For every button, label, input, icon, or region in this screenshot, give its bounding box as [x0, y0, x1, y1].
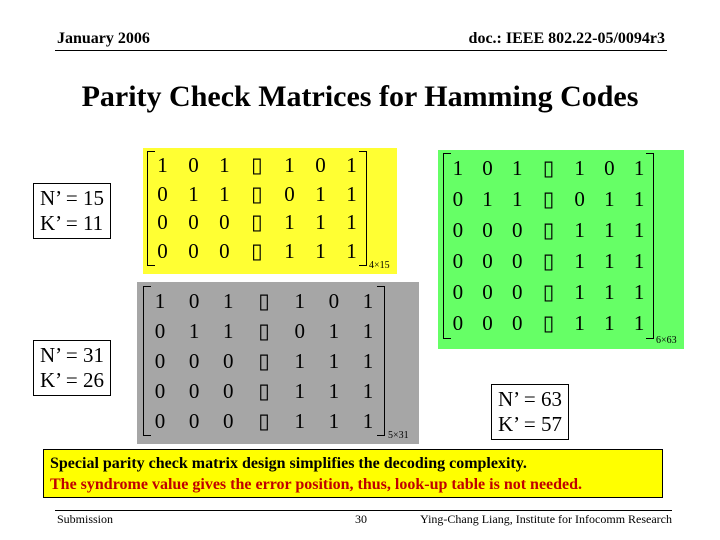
matrix-cell: 0: [222, 408, 234, 433]
slide-title: Parity Check Matrices for Hamming Codes: [81, 80, 639, 113]
matrix-cell: 0: [157, 239, 168, 264]
matrix-cell: 1: [633, 249, 645, 273]
matrix-cell: ▯: [258, 408, 270, 433]
matrix-cell: 0: [482, 249, 493, 273]
matrix-cell: 0: [574, 187, 585, 211]
matrix-cell: 0: [284, 181, 295, 206]
matrix-cell: 1: [188, 181, 199, 206]
matrix-cell: ▯: [251, 210, 263, 235]
matrix-cell: 0: [482, 280, 493, 304]
matrix-cell: 0: [188, 239, 199, 264]
n-value: N’ = 31: [40, 343, 104, 367]
matrix-cell: 1: [346, 210, 357, 235]
matrix-cell: 0: [154, 318, 166, 343]
matrix-cell: 0: [188, 348, 200, 373]
matrix-cell: 1: [604, 187, 615, 211]
matrix-cell: ▯: [251, 152, 263, 177]
matrix-cell: 0: [294, 318, 306, 343]
matrix-cell: 0: [154, 378, 166, 403]
matrix-cell: 0: [452, 280, 464, 304]
matrix-cell: 1: [294, 408, 306, 433]
matrix-cell: 0: [604, 156, 615, 180]
matrix-cell: ▯: [542, 249, 555, 273]
note-line-1: Special parity check matrix design simplifies the decoding complexity.: [50, 455, 527, 472]
matrix-size-label: 4×15: [369, 260, 390, 271]
k-value: K’ = 57: [498, 412, 562, 436]
matrix-row: [443, 308, 654, 339]
matrix-size-label: 5×31: [388, 430, 409, 441]
matrix-6x63: [438, 150, 684, 349]
footer-submission: Submission: [57, 512, 114, 526]
matrix-5x31-body: [143, 286, 385, 436]
matrix-row: [147, 209, 367, 238]
matrix-cell: ▯: [251, 239, 263, 264]
matrix-cell: ▯: [251, 181, 263, 206]
matrix-cell: 1: [512, 156, 523, 180]
matrix-cell: 1: [633, 280, 645, 304]
matrix-row: [443, 153, 654, 184]
matrix-cell: 0: [188, 288, 200, 313]
matrix-cell: 1: [574, 280, 585, 304]
matrix-cell: 1: [284, 152, 295, 177]
matrix-cell: 0: [482, 311, 493, 335]
matrix-cell: 1: [294, 288, 306, 313]
matrix-row: [443, 184, 654, 215]
matrix-row: [147, 237, 367, 266]
k-value: K’ = 11: [40, 211, 104, 235]
matrix-6x63-body: [443, 153, 654, 339]
header-rule: [55, 50, 667, 51]
matrix-cell: 1: [574, 218, 585, 242]
matrix-size-label: 6×63: [656, 335, 677, 346]
matrix-cell: 0: [157, 181, 168, 206]
matrix-cell: 1: [346, 152, 357, 177]
matrix-cell: 0: [482, 218, 493, 242]
matrix-cell: 0: [328, 288, 340, 313]
matrix-cell: 1: [512, 187, 523, 211]
matrix-cell: 1: [362, 318, 374, 343]
code-params-31-26: [33, 340, 111, 396]
matrix-cell: 0: [512, 249, 523, 273]
matrix-cell: 0: [512, 311, 523, 335]
matrix-cell: 1: [219, 152, 230, 177]
matrix-cell: ▯: [542, 187, 555, 211]
code-params-63-57: [491, 384, 569, 440]
matrix-cell: ▯: [258, 318, 270, 343]
matrix-cell: 1: [633, 218, 645, 242]
matrix-cell: 0: [482, 156, 493, 180]
matrix-row: [143, 346, 385, 376]
matrix-cell: 1: [188, 318, 200, 343]
matrix-cell: 1: [222, 318, 234, 343]
matrix-cell: 1: [604, 249, 615, 273]
matrix-cell: 1: [574, 311, 585, 335]
matrix-4x15: [143, 148, 397, 274]
matrix-5x31: [137, 282, 419, 444]
matrix-cell: 1: [346, 181, 357, 206]
matrix-cell: 0: [188, 152, 199, 177]
matrix-cell: 0: [219, 239, 230, 264]
matrix-cell: 1: [328, 318, 340, 343]
matrix-cell: 1: [284, 239, 295, 264]
matrix-cell: 1: [346, 239, 357, 264]
matrix-cell: 1: [315, 239, 326, 264]
matrix-row: [147, 151, 367, 180]
matrix-cell: ▯: [258, 378, 270, 403]
matrix-cell: 1: [219, 181, 230, 206]
note-line-2: The syndrome value gives the error position, thus, look-up table is not needed.: [50, 476, 583, 493]
matrix-row: [443, 246, 654, 277]
matrix-cell: 1: [328, 408, 340, 433]
matrix-cell: 1: [633, 187, 645, 211]
matrix-6x63-grid: [443, 153, 654, 339]
matrix-4x15-body: [147, 151, 367, 266]
matrix-cell: 0: [452, 187, 464, 211]
matrix-cell: 1: [294, 348, 306, 373]
matrix-cell: 1: [284, 210, 295, 235]
matrix-cell: 1: [328, 378, 340, 403]
matrix-cell: ▯: [542, 280, 555, 304]
matrix-row: [143, 406, 385, 436]
matrix-cell: 0: [512, 280, 523, 304]
matrix-cell: 0: [222, 378, 234, 403]
matrix-cell: 0: [188, 378, 200, 403]
matrix-5x31-grid: [143, 286, 385, 436]
footer-page-number: 30: [355, 512, 367, 526]
matrix-cell: ▯: [542, 311, 555, 335]
code-params-15-11: [33, 183, 111, 239]
matrix-cell: 1: [315, 210, 326, 235]
matrix-cell: 0: [188, 210, 199, 235]
matrix-cell: 0: [154, 408, 166, 433]
matrix-cell: 1: [328, 348, 340, 373]
matrix-row: [143, 286, 385, 316]
matrix-cell: 0: [219, 210, 230, 235]
matrix-cell: ▯: [258, 288, 270, 313]
matrix-cell: 1: [315, 181, 326, 206]
matrix-cell: 0: [222, 348, 234, 373]
matrix-cell: 1: [362, 288, 374, 313]
matrix-cell: 0: [452, 218, 464, 242]
matrix-cell: 1: [157, 152, 168, 177]
matrix-4x15-grid: [147, 151, 367, 266]
matrix-cell: 1: [294, 378, 306, 403]
matrix-cell: 1: [604, 280, 615, 304]
matrix-cell: 0: [512, 218, 523, 242]
matrix-cell: 1: [482, 187, 493, 211]
matrix-cell: 1: [154, 288, 166, 313]
matrix-cell: 1: [452, 156, 464, 180]
matrix-row: [443, 215, 654, 246]
matrix-row: [143, 316, 385, 346]
matrix-cell: 1: [604, 311, 615, 335]
matrix-row: [443, 277, 654, 308]
matrix-cell: 1: [633, 156, 645, 180]
header-date: January 2006: [57, 30, 150, 47]
matrix-cell: 1: [604, 218, 615, 242]
matrix-cell: 1: [362, 408, 374, 433]
matrix-cell: 1: [574, 249, 585, 273]
matrix-cell: 1: [574, 156, 585, 180]
k-value: K’ = 26: [40, 368, 104, 392]
matrix-cell: ▯: [542, 218, 555, 242]
matrix-cell: 0: [452, 311, 464, 335]
matrix-cell: 1: [362, 348, 374, 373]
header-doc-id: doc.: IEEE 802.22-05/0094r3: [468, 30, 665, 47]
matrix-cell: 0: [315, 152, 326, 177]
matrix-cell: 0: [154, 348, 166, 373]
matrix-cell: 1: [362, 378, 374, 403]
matrix-cell: 1: [222, 288, 234, 313]
matrix-row: [147, 180, 367, 209]
matrix-cell: 1: [633, 311, 645, 335]
n-value: N’ = 63: [498, 387, 562, 411]
matrix-cell: 0: [452, 249, 464, 273]
footer-author: Ying-Chang Liang, Institute for Infocomm Research: [420, 512, 672, 526]
matrix-cell: 0: [188, 408, 200, 433]
matrix-cell: 0: [157, 210, 168, 235]
matrix-row: [143, 376, 385, 406]
matrix-cell: ▯: [258, 348, 270, 373]
n-value: N’ = 15: [40, 186, 104, 210]
note-box: [43, 449, 663, 498]
footer-rule: [55, 510, 672, 511]
matrix-cell: ▯: [542, 156, 555, 180]
